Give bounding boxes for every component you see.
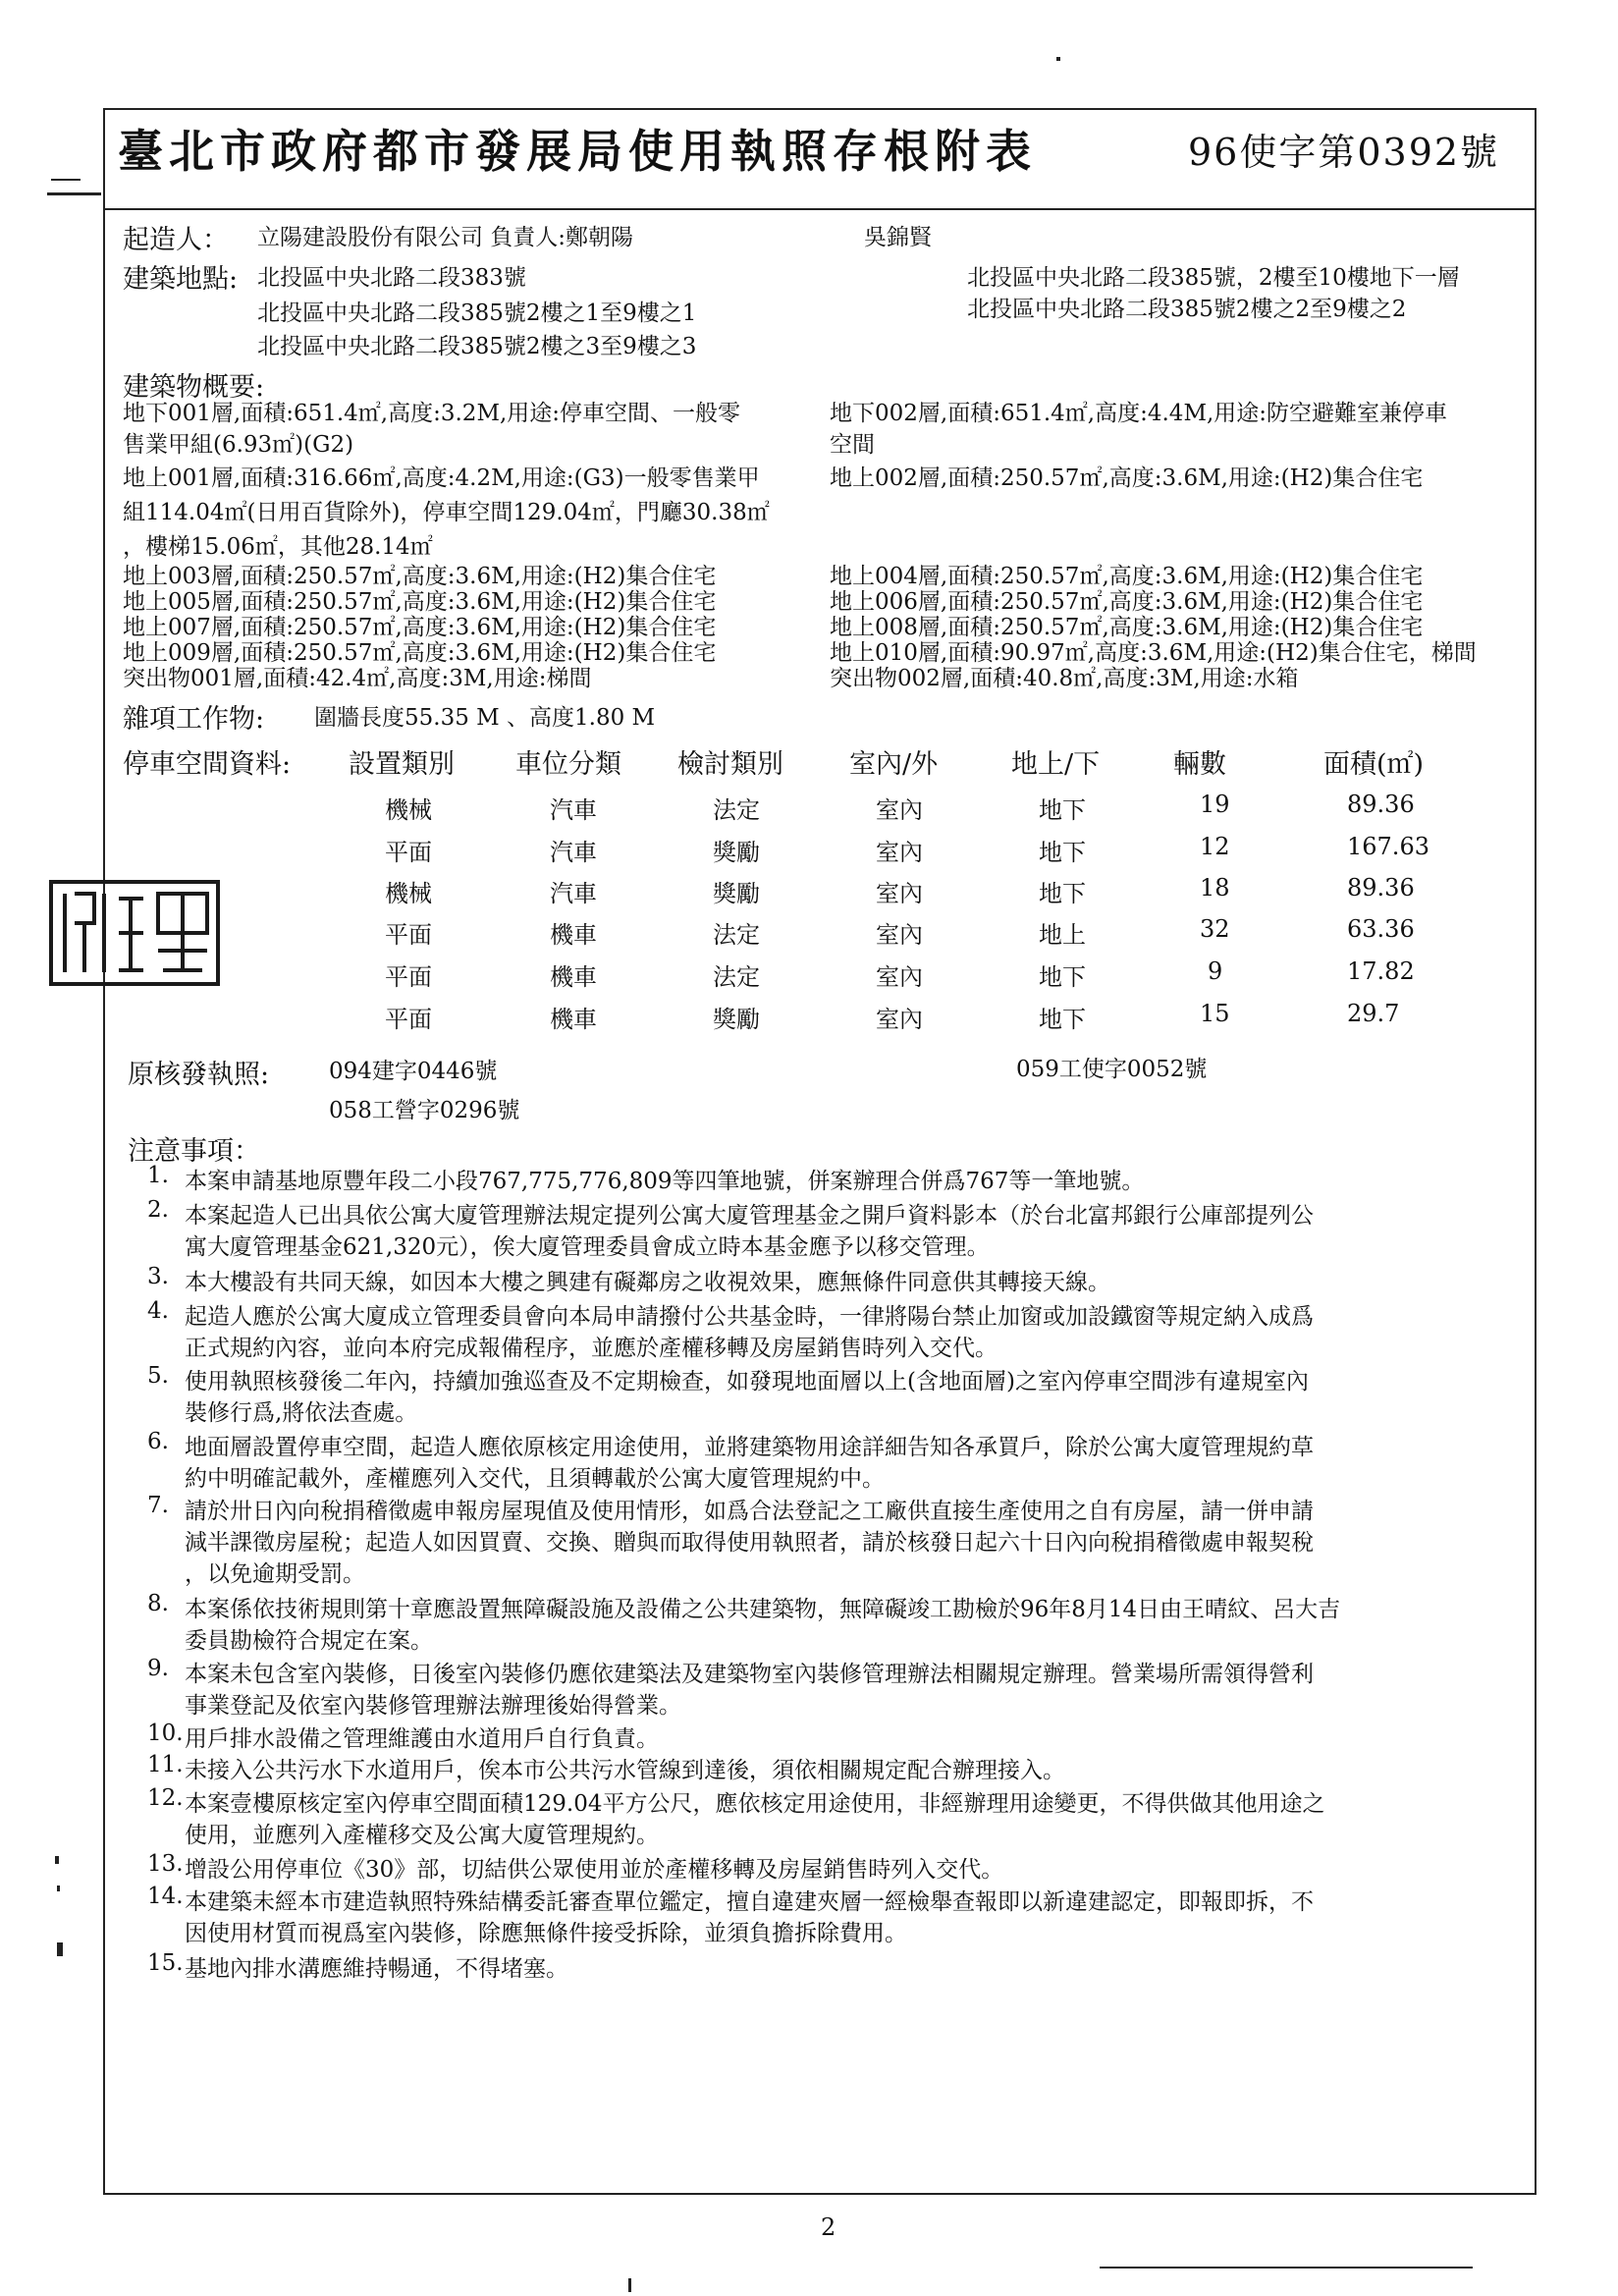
note-text: 增設公用停車位《30》部，切結供公眾使用並於產權移轉及房屋銷售時列入交代。: [185, 1857, 1004, 1883]
parking-cell: 地下: [1039, 839, 1086, 866]
parking-cell: 地下: [1039, 880, 1086, 907]
parking-cell: 地上: [1039, 921, 1086, 949]
floor-entry: 地下002層,面積:651.4㎡,高度:4.4M,用途:防空避難室兼停車: [830, 401, 1448, 426]
floor-entry: 空間: [830, 432, 875, 458]
parking-cell: 平面: [385, 963, 432, 991]
note-text: 未接入公共污水下水道用戶，俟本市公共污水管線到達後，須依相關規定配合辦理接入。: [185, 1758, 1065, 1783]
note-number: 1.: [147, 1163, 169, 1188]
floor-entry: 地上006層,面積:250.57㎡,高度:3.6M,用途:(H2)集合住宅: [830, 589, 1424, 615]
note-number: 9.: [147, 1656, 169, 1681]
parking-cell: 汽車: [550, 880, 597, 907]
parking-cell: 法定: [713, 963, 760, 991]
note-text: 本案起造人已出具依公寓大廈管理辦法規定提列公寓大廈管理基金之開戶資料影本（於台北富邦銀行公庫部提列公: [185, 1203, 1314, 1229]
note-text: 本大樓設有共同天線，如因本大樓之興建有礙鄰房之收視效果，應無條件同意供其轉接天線。: [185, 1270, 1110, 1295]
site-address: 北投區中央北路二段385號，2樓至10樓地下一層: [967, 265, 1460, 291]
parking-label: 停車空間資料:: [123, 749, 292, 780]
floor-entry: 地上005層,面積:250.57㎡,高度:3.6M,用途:(H2)集合住宅: [123, 589, 717, 615]
notes-label: 注意事項：: [128, 1136, 260, 1167]
misc-label: 雜項工作物:: [123, 704, 265, 735]
note-text: 減半課徵房屋稅；起造人如因買賣、交換、贈與而取得使用執照者，請於核發日起六十日內向稅捐稽徵處申報契稅: [185, 1530, 1314, 1556]
parking-cell: 室內: [876, 796, 923, 824]
floor-entry: 突出物002層,面積:40.8㎡,高度:3M,用途:水箱: [830, 666, 1299, 691]
parking-cell: 9: [1208, 957, 1223, 985]
note-text: 本案申請基地原豐年段二小段767,775,776,809等四筆地號，併案辦理合併爲767等一筆地號。: [185, 1169, 1145, 1194]
floor-entry: 地上001層,面積:316.66㎡,高度:4.2M,用途:(G3)一般零售業甲: [123, 465, 760, 491]
parking-cell: 法定: [713, 921, 760, 949]
parking-cell: 地下: [1039, 963, 1086, 991]
note-number: 10.: [147, 1721, 184, 1746]
parking-cell: 室內: [876, 921, 923, 949]
parking-cell: 汽車: [550, 796, 597, 824]
parking-header: 設置類別: [349, 749, 455, 780]
parking-cell: 獎勵: [713, 880, 760, 907]
parking-cell: 機械: [385, 796, 432, 824]
note-number: 14.: [147, 1884, 184, 1909]
note-text: 本案未包含室內裝修，日後室內裝修仍應依建築法及建築物室內裝修管理辦法相關規定辦理。營業場所需領得營利: [185, 1662, 1314, 1687]
parking-cell: 17.82: [1347, 957, 1415, 985]
parking-cell: 機械: [385, 880, 432, 907]
parking-header: 輛數: [1173, 749, 1226, 780]
floor-entry: 地上009層,面積:250.57㎡,高度:3.6M,用途:(H2)集合住宅: [123, 640, 717, 666]
note-text: 地面層設置停車空間，起造人應依原核定用途使用，並將建築物用途詳細告知各承買戶，除於公寓大廈管理規約草: [185, 1435, 1314, 1460]
parking-cell: 平面: [385, 921, 432, 949]
floor-entry: 突出物001層,面積:42.4㎡,高度:3M,用途:梯間: [123, 666, 592, 691]
original-permit: 059工使字0052號: [1016, 1057, 1208, 1082]
builder-person: 吳錦賢: [864, 225, 932, 250]
note-number: 5.: [147, 1363, 169, 1389]
note-number: 3.: [147, 1264, 169, 1289]
original-permit: 094建字0446號: [329, 1059, 498, 1084]
parking-header: 檢討類別: [677, 749, 783, 780]
note-number: 6.: [147, 1429, 169, 1454]
note-text: 請於卅日內向稅捐稽徵處申報房屋現值及使用情形，如爲合法登記之工廠供直接生產使用之自有房屋，請一併申請: [185, 1499, 1314, 1524]
floor-entry: 地上002層,面積:250.57㎡,高度:3.6M,用途:(H2)集合住宅: [830, 465, 1424, 491]
parking-cell: 平面: [385, 839, 432, 866]
note-text: 用戶排水設備之管理維護由水道用戶自行負責。: [185, 1726, 659, 1752]
parking-cell: 平面: [385, 1006, 432, 1033]
floor-entry: 地上010層,面積:90.97㎡,高度:3.6M,用途:(H2)集合住宅，梯間: [830, 640, 1477, 666]
note-number: 15.: [147, 1950, 184, 1976]
note-number: 7.: [147, 1493, 169, 1518]
note-text: 約中明確記載外，產權應列入交代，且須轉載於公寓大廈管理規約中。: [185, 1466, 885, 1492]
parking-cell: 機車: [550, 1006, 597, 1033]
parking-header: 車位分類: [515, 749, 621, 780]
builder-label: 起造人：: [123, 225, 229, 255]
parking-cell: 12: [1200, 833, 1230, 860]
note-number: 4.: [147, 1298, 169, 1324]
note-text: 本建築未經本市建造執照特殊結構委託審查單位鑑定，擅自違建夾層一經檢舉查報即以新違建認定，即報即拆，不: [185, 1889, 1314, 1915]
note-text: 裝修行爲,將依法查處。: [185, 1400, 418, 1426]
parking-cell: 室內: [876, 880, 923, 907]
parking-cell: 29.7: [1347, 1000, 1400, 1027]
parking-cell: 獎勵: [713, 1006, 760, 1033]
note-text: 正式規約內容，並向本府完成報備程序，並應於產權移轉及房屋銷售時列入交代。: [185, 1336, 998, 1361]
original-permits-label: 原核發執照:: [128, 1060, 270, 1090]
parking-cell: 機車: [550, 921, 597, 949]
parking-cell: 法定: [713, 796, 760, 824]
floor-entry: 地上008層,面積:250.57㎡,高度:3.6M,用途:(H2)集合住宅: [830, 615, 1424, 640]
floor-entry: ，樓梯15.06㎡，其他28.14㎡: [123, 534, 433, 560]
parking-cell: 汽車: [550, 839, 597, 866]
note-text: 起造人應於公寓大廈成立管理委員會向本局申請撥付公共基金時，一律將陽台禁止加窗或加設鐵窗等規定納入成爲: [185, 1304, 1314, 1330]
note-text: 寓大廈管理基金621,320元），俟大廈管理委員會成立時本基金應予以移交管理。: [185, 1234, 990, 1260]
parking-cell: 89.36: [1347, 874, 1415, 902]
note-text: 基地內排水溝應維持暢通，不得堵塞。: [185, 1956, 568, 1982]
parking-header: 面積(㎡): [1323, 749, 1425, 780]
parking-cell: 獎勵: [713, 839, 760, 866]
page-number: 2: [821, 2214, 836, 2241]
floor-entry: 地上004層,面積:250.57㎡,高度:3.6M,用途:(H2)集合住宅: [830, 564, 1424, 589]
floor-entry: 地上003層,面積:250.57㎡,高度:3.6M,用途:(H2)集合住宅: [123, 564, 717, 589]
note-number: 8.: [147, 1591, 169, 1616]
note-number: 11.: [147, 1752, 184, 1777]
parking-cell: 32: [1200, 915, 1230, 943]
floor-entry: 組114.04㎡(日用百貨除外)，停車空間129.04㎡，門廳30.38㎡: [123, 500, 770, 525]
parking-cell: 地下: [1039, 1006, 1086, 1033]
site-label: 建築地點:: [123, 264, 239, 295]
site-address: 北投區中央北路二段383號: [257, 265, 526, 291]
floor-entry: 地上007層,面積:250.57㎡,高度:3.6M,用途:(H2)集合住宅: [123, 615, 717, 640]
parking-cell: 室內: [876, 1006, 923, 1033]
note-number: 12.: [147, 1785, 184, 1811]
site-address: 北投區中央北路二段385號2樓之1至9樓之1: [257, 301, 697, 326]
note-text: 事業登記及依室內裝修管理辦法辦理後始得營業。: [185, 1693, 681, 1719]
parking-cell: 18: [1200, 874, 1230, 902]
parking-cell: 機車: [550, 963, 597, 991]
parking-cell: 15: [1200, 1000, 1230, 1027]
note-text: 本案壹樓原核定室內停車空間面積129.04平方公尺，應依核定用途使用，非經辦理用途變更，不得供做其他用途之: [185, 1791, 1325, 1817]
builder-company: 立陽建設股份有限公司 負責人:鄭朝陽: [257, 225, 634, 250]
overview-label: 建築物概要:: [123, 372, 265, 403]
site-address: 北投區中央北路二段385號2樓之2至9樓之2: [967, 297, 1407, 322]
parking-cell: 室內: [876, 839, 923, 866]
note-text: ，以免逾期受罰。: [185, 1561, 365, 1587]
note-text: 本案係依技術規則第十章應設置無障礙設施及設備之公共建築物，無障礙竣工勘檢於96年8月14日由王晴紋、呂大吉: [185, 1597, 1341, 1622]
parking-cell: 室內: [876, 963, 923, 991]
parking-header: 室內/外: [849, 749, 939, 780]
note-text: 使用，並應列入產權移交及公寓大廈管理規約。: [185, 1823, 659, 1848]
note-text: 使用執照核發後二年內，持續加強巡查及不定期檢查，如發現地面層以上(含地面層)之室內停車空間涉有違規室內: [185, 1369, 1309, 1394]
misc-text: 圍牆長度55.35 M 、高度1.80 M: [314, 705, 656, 731]
floor-entry: 售業甲組(6.93㎡)(G2): [123, 432, 354, 458]
parking-cell: 89.36: [1347, 791, 1415, 818]
original-permit: 058工營字0296號: [329, 1098, 520, 1123]
parking-cell: 地下: [1039, 796, 1086, 824]
parking-cell: 19: [1200, 791, 1230, 818]
parking-header: 地上/下: [1011, 749, 1101, 780]
parking-cell: 167.63: [1347, 833, 1429, 860]
site-address: 北投區中央北路二段385號2樓之3至9樓之3: [257, 334, 697, 359]
document-title: 臺北市政府都市發展局使用執照存根附表: [118, 125, 1037, 178]
note-text: 因使用材質而視爲室內裝修，除應無條件接受拆除，並須負擔拆除費用。: [185, 1921, 907, 1946]
parking-cell: 63.36: [1347, 915, 1415, 943]
note-text: 委員勘檢符合規定在案。: [185, 1628, 433, 1654]
note-number: 2.: [147, 1197, 169, 1223]
floor-entry: 地下001層,面積:651.4㎡,高度:3.2M,用途:停車空間、一般零: [123, 401, 741, 426]
permit-number: 96使字第0392號: [1188, 131, 1500, 174]
note-number: 13.: [147, 1851, 184, 1877]
